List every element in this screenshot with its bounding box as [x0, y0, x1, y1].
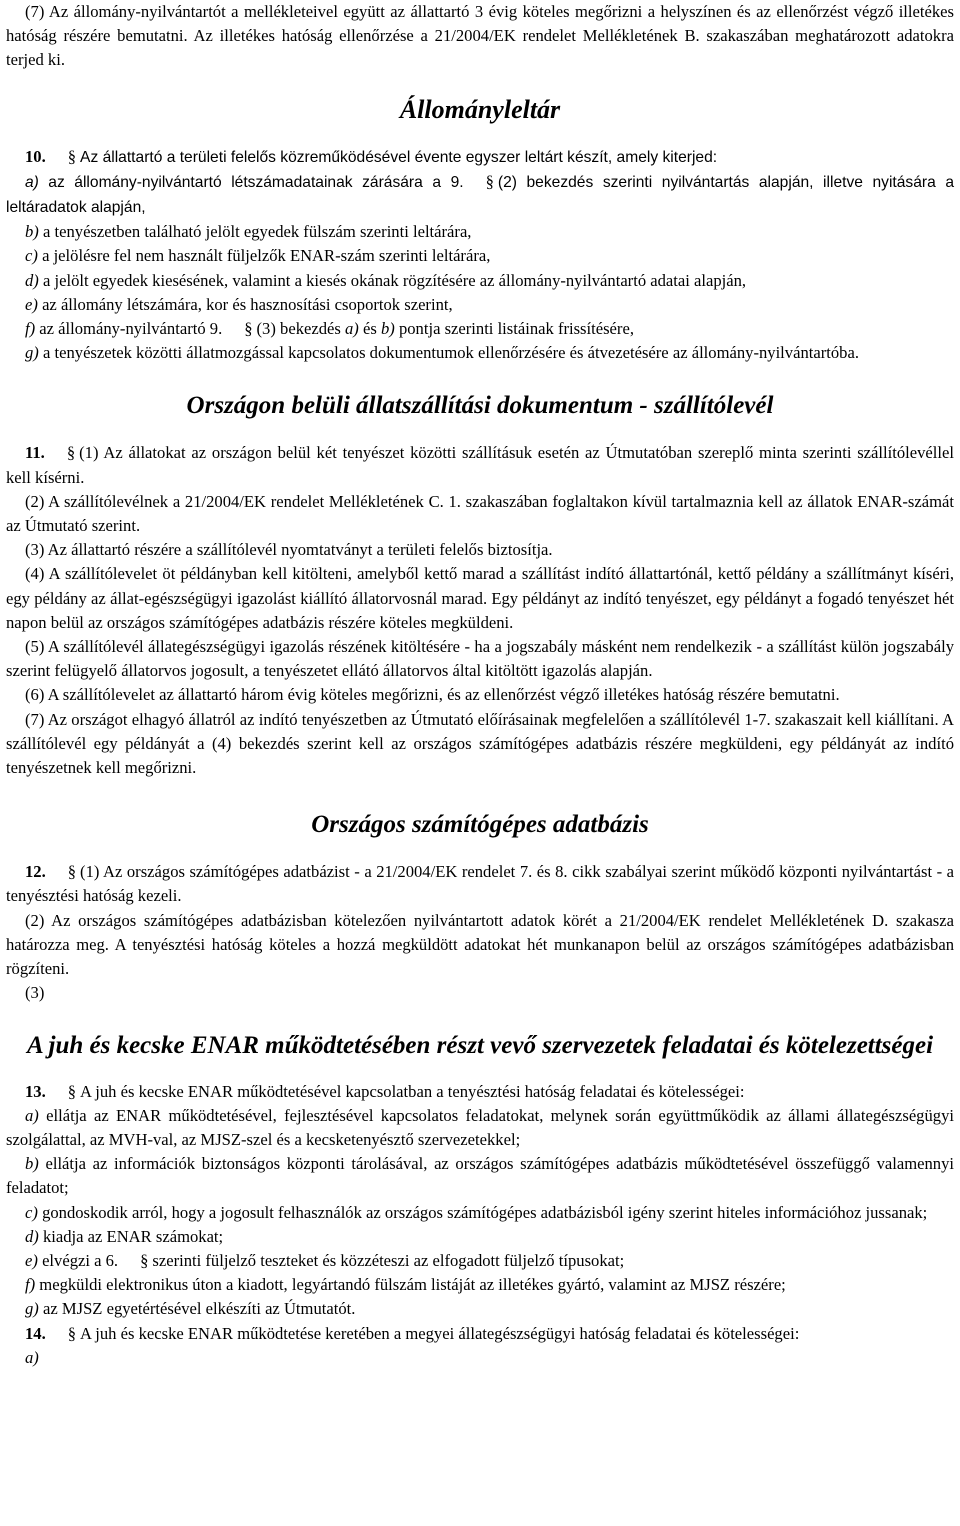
heading-allomanyleltar: Állományleltár [399, 94, 561, 124]
section-13-item-b: b) ellátja az információk biztonságos központi tárolásával, az országos számítógépes adatbázis működtetésével összefüggő valamennyi feladatot; [6, 1154, 954, 1198]
section-10-item-g: g) a tenyészetek közötti állatmozgással kapcsolatos dokumentumok ellenőrzésére és átvezetésére az állomány-nyilvántartóba. [25, 343, 859, 363]
section-11-p5: (5) A szállítólevél állategészségügyi igazolás részének kitöltésére - ha a jogszabály másként nem rendelkezik - a szállítást külön jogszabály szerint felügyelő állatorvos jogosult, a tenyészetet ellátó állatorvos által kitöltött igazolás alapján. [6, 637, 954, 681]
section-13-item-a: a) ellátja az ENAR működtetésével, fejlesztésével kapcsolatos feladatokat, melynek során együttműködik az állami állategészségügyi szolgálattal, az MVH-val, az MJSZ-szel és a kecsketenyésztő szervezetekkel; [6, 1105, 954, 1149]
section-10-item-e: e) az állomány létszámára, kor és hasznosítási csoportok szerint, [25, 294, 453, 314]
section-11-p1: 11.§ (1) Az állatokat az országon belül két tenyészet közötti szállításuk esetén az Útmutatóban szereplő minta szerinti szállítólevéllel kell kísérni. [6, 441, 954, 489]
section-12-p1: 12.§ (1) Az országos számítógépes adatbázist - a 21/2004/EK rendelet 7. és 8. cikk szabályai szerint működő központi nyilvántartást - a tenyésztési hatóság kezeli. [6, 860, 954, 908]
section-11-p6: (6) A szállítólevelet az állattartó három évig köteles megőrizni, és az ellenőrzést végző illetékes hatóság részére bemutatni. [25, 685, 840, 705]
section-number: 14. [25, 1323, 46, 1343]
heading-szallitolevel: Országon belüli állatszállítási dokumentum - szállítólevél [186, 392, 774, 420]
section-14-item-a: a) [25, 1347, 39, 1367]
section-11-p7: (7) Az országot elhagyó állatról az indító tenyészetben az Útmutató előírásainak megfelelően a szállítólevél 1-7. szakaszait kell kiállítani. A szállítólevél egy példányát a (4) bekezdés szerint kell az országos számítógépes adatbázis részére megküldeni, egy példányát az indító tenyészetnek kell megőrizni. [6, 709, 954, 778]
section-number: 10. [25, 146, 46, 166]
section-10-item-d: d) a jelölt egyedek kiesésének, valamint a kiesés okának rögzítésére az állomány-nyilvántartó adatai alapján, [25, 270, 747, 290]
paragraph-sign-icon [121, 1249, 148, 1273]
paragraph-sign-icon [49, 1080, 76, 1104]
paragraph-sign-icon [467, 170, 494, 194]
section-number: 13. [25, 1081, 46, 1101]
paragraph-sign-icon [49, 1322, 76, 1346]
paragraph-sign-icon [225, 317, 252, 341]
section-10-item-a: a) az állomány-nyilvántartó létszámadatainak zárására a 9.§ (2) bekezdés szerinti nyilvántartás alapján, illetve nyitására a leltáradatok alapján, [6, 170, 954, 220]
section-11-p4: (4) A szállítólevelet öt példányban kell kitölteni, amelyből kettő marad a szállítást indító állattartónál, kettő példány a szállítmányt kíséri, egy példány az állat-egészségügyi igazolást kiállító állatorvosnál marad. Egy példányt az indító tenyészet, egy példányt a fogadó tenyészet hét napon belül az országos számítógépes adatbázis részére köteles megküldeni. [6, 564, 954, 632]
section-11-p2: (2) A szállítólevélnek a 21/2004/EK rendelet Mellékletének C. 1. szakaszában foglaltakon kívül tartalmaznia kell az állatok ENAR-számát az Útmutató szerint. [6, 491, 954, 536]
section-10-item-f: f) az állomány-nyilvántartó 9.§ (3) bekezdés a) és b) pontja szerinti listáinak frissítésére, [6, 317, 954, 341]
section-12-p2: (2) Az országos számítógépes adatbázisban kötelezően nyilvántartott adatok körét a 21/2004/EK rendelet Mellékletének D. szakasza határozza meg. A tenyésztési hatóság köteles a hozzá megküldött adatokat hét munkanapon belül az országos számítógépes adatbázisban rögzíteni. [6, 910, 954, 979]
section-13-item-f: f) megküldi elektronikus úton a kiadott, legyártandó fülszám listáját az illetékes gyártó, valamint az MJSZ részére; [25, 1275, 786, 1295]
section-13-item-c: c) gondoskodik arról, hogy a jogosult felhasználók az országos számítógépes adatbázisból igény szerint hiteles információhoz jussanak; [25, 1202, 928, 1222]
heading-szervezetek: A juh és kecske ENAR működtetésében részt vevő szervezetek feladatai és kötelezettségei [26, 1031, 934, 1059]
section-13-item-d: d) kiadja az ENAR számokat; [25, 1226, 224, 1246]
section-number: 12. [25, 862, 46, 882]
section-13-item-e: e) elvégzi a 6.§ szerinti füljelző teszteket és közzéteszi az elfogadott füljelző típusokat; [6, 1249, 954, 1273]
paragraph-sign-icon [49, 860, 76, 884]
section-14-intro: 14.§ A juh és kecske ENAR működtetése keretében a megyei állategészségügyi hatóság feladatai és kötelességei: [6, 1322, 954, 1346]
paragraph-7-top: (7) Az állomány-nyilvántartót a mellékleteivel együtt az állattartó 3 évig köteles megőrizni a helyszínen és az ellenőrzést végző illetékes hatóság részére bemutatni. Az illetékes hatóság ellenőrzése a 21/2004/EK rendelet Mellékletének B. szakaszában meghatározott adatokra terjed ki. [6, 2, 954, 70]
section-10-item-b: b) a tenyészetben található jelölt egyedek fülszám szerinti leltárára, [25, 222, 472, 242]
section-13-intro: 13.§ A juh és kecske ENAR működtetésével kapcsolatban a tenyésztési hatóság feladatai és kötelességei: [6, 1080, 954, 1104]
section-10-item-c: c) a jelölésre fel nem használt füljelzők ENAR-szám szerinti leltárára, [25, 246, 491, 266]
paragraph-sign-icon [49, 145, 76, 169]
section-10-intro: 10.§ Az állattartó a területi felelős közreműködésével évente egyszer leltárt készít, amely kiterjed: [6, 145, 954, 170]
section-12-p3: (3) [25, 983, 45, 1003]
section-number: 11. [25, 443, 45, 463]
heading-adatbazis: Országos számítógépes adatbázis [311, 811, 649, 839]
section-11-p3: (3) Az állattartó részére a szállítólevél nyomtatványt a területi felelős biztosítja. [25, 540, 553, 560]
paragraph-sign-icon [48, 441, 75, 465]
section-13-item-g: g) az MJSZ egyetértésével elkészíti az Útmutatót. [25, 1299, 356, 1319]
